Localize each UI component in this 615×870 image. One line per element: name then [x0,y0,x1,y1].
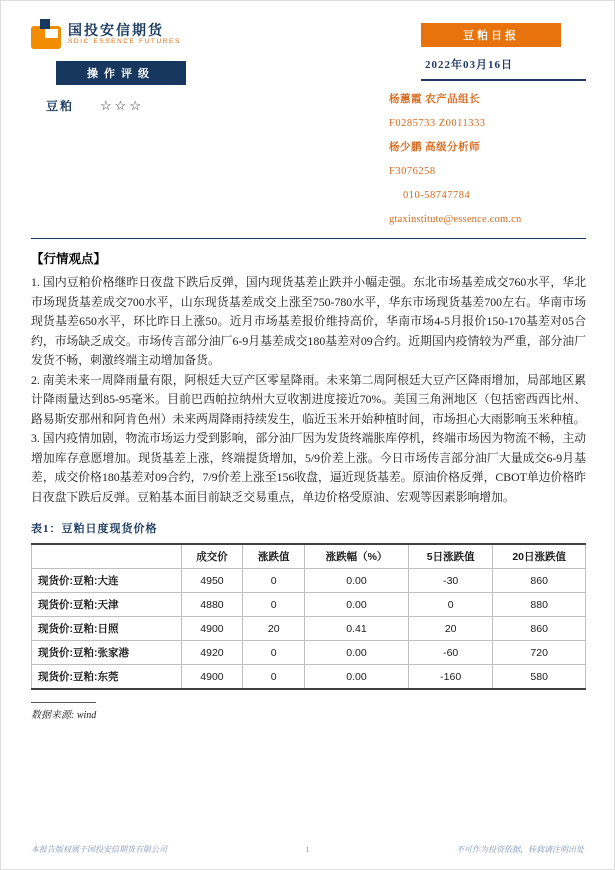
instrument-name: 豆粕 [46,99,75,113]
company-logo-icon [31,19,61,49]
table-cell: 860 [493,569,586,593]
table-cell: 0 [408,593,492,617]
table-row [32,665,586,690]
market-view-section-title: 【行情观点】 [31,252,107,266]
table-title: 表1：豆粕日度现货价格 [31,523,158,535]
table-row [32,569,586,593]
table-header-cell: 涨跌值 [243,544,305,569]
brand-header [31,19,181,49]
brand-text [68,22,181,46]
analyst-info [389,93,589,237]
header-divider [31,238,586,239]
table-row [32,641,586,665]
table-cell: 0 [243,569,305,593]
row-label: 现货价:豆粕:日照 [32,617,182,641]
row-label: 现货价:豆粕:天津 [32,593,182,617]
contact-phone: 010-58747784 [403,190,471,201]
footer-disclaimer: 不可作为投资依据，转载请注明出处 [456,845,584,854]
analyst-license-numbers: F3076258 [389,166,436,177]
table-cell: 0.41 [305,617,409,641]
table-cell: 20 [408,617,492,641]
table-cell: -160 [408,665,492,690]
market-view-paragraph-3: 3. 国内疫情加剧，物流市场运力受到影响，部分油厂因为发货终端胀库停机，终端市场因为物流不畅，主动增加库存意愿增加。现货基差上涨，终端提货增加，5/9价差上涨。今日市场传言部分油厂大量成交6-9月基差，成交价格180基差对09合约，7/9价差上涨至156收盘，逼近现货基差。原油价格反弹，CBOT单边价格昨日夜盘下跌后反弹。豆粕基本面目前缺乏交易重点，单边价格受原油、宏观等因素影响增加。 [31,431,586,504]
row-label: 现货价:豆粕:东莞 [32,665,182,690]
rating-section-label: 操作评级 [56,61,186,85]
table-row [32,617,586,641]
table-header-cell: 5日涨跌值 [408,544,492,569]
spot-price-table [31,543,586,690]
table-cell: 0 [243,665,305,690]
table-header-cell: 20日涨跌值 [493,544,586,569]
company-name-en: SDIC ESSENCE FUTURES [68,38,181,46]
table-cell: 0 [243,593,305,617]
row-label: 现货价:豆粕:张家港 [32,641,182,665]
analyst-name-title: 杨蕙霞 农产品组长 [389,94,481,105]
table-header-cell [32,544,182,569]
table-row [32,593,586,617]
table-header-cell: 成交价 [181,544,243,569]
row-label: 现货价:豆粕:大连 [32,569,182,593]
table-cell: 0.00 [305,593,409,617]
table-cell: 0 [243,641,305,665]
company-name-cn: 国投安信期货 [68,22,164,39]
report-meta [421,23,586,81]
table-cell: 580 [493,665,586,690]
table-cell: -60 [408,641,492,665]
report-date: 2022年03月16日 [421,47,586,81]
analyst-license-numbers: F0285733 Z0011333 [389,118,486,129]
table-cell: 4950 [181,569,243,593]
table-cell: 20 [243,617,305,641]
table-cell: 4900 [181,665,243,690]
table-cell: -30 [408,569,492,593]
table-cell: 4920 [181,641,243,665]
contact-email[interactable]: gtaxinstitute@essence.com.cn [389,214,522,225]
main-content [31,249,586,723]
page-footer [31,844,584,855]
table-cell: 0.00 [305,641,409,665]
table-cell: 4880 [181,593,243,617]
table-header-cell: 涨跌幅（%） [305,544,409,569]
spot-price-table-block [31,520,586,723]
market-view-paragraph-2: 2. 南美未来一周降雨量有限，阿根廷大豆产区零星降雨。未来第二周阿根廷大豆产区降雨增加，局部地区累计降雨量达到85-95毫米。目前巴西帕拉纳州大豆收割进度接近70%。美国三角洲地区（包括密西西比州、路易斯安那州和阿肯色州）未来两周降雨持续发生，临近玉米开始种植时间，市场担心大雨影响玉米种植。 [31,372,586,426]
logo-blue-shape [40,19,50,29]
data-source-note: 数据来源: wind [31,702,96,721]
table-cell: 0.00 [305,569,409,593]
table-cell: 0.00 [305,665,409,690]
report-title-badge: 豆粕日报 [421,23,561,47]
star-rating: ☆☆☆ [100,97,144,113]
footer-copyright: 本报告版权属于国投安信期货有限公司 [31,845,167,854]
table-cell: 4900 [181,617,243,641]
table-cell: 860 [493,617,586,641]
table-cell: 720 [493,641,586,665]
rating-row [46,97,144,114]
table-cell: 880 [493,593,586,617]
logo-notch-shape [45,29,58,38]
table-header-row [32,544,586,569]
market-view-paragraph-1: 1. 国内豆粕价格继昨日夜盘下跌后反弹，国内现货基差止跌并小幅走强。东北市场基差成交760水平，华北市场现货基差成交700水平，山东现货基差成交上涨至750-780水平，华东市场现货基差700左右。华南市场现货基差650水平，环比昨日上涨50。近月市场基差报价维持高价，华南市场4-5月报价150-170基差对05合约，市场缺乏成交。市场传言部分油厂6-9月基差成交180基差对09合约。近期国内疫情较为严重，部分油厂发货不畅，刺激终端主动增加备货。 [31,275,586,367]
page-number: 1 [305,845,310,854]
analyst-name-title: 杨少鹏 高级分析师 [389,142,481,153]
